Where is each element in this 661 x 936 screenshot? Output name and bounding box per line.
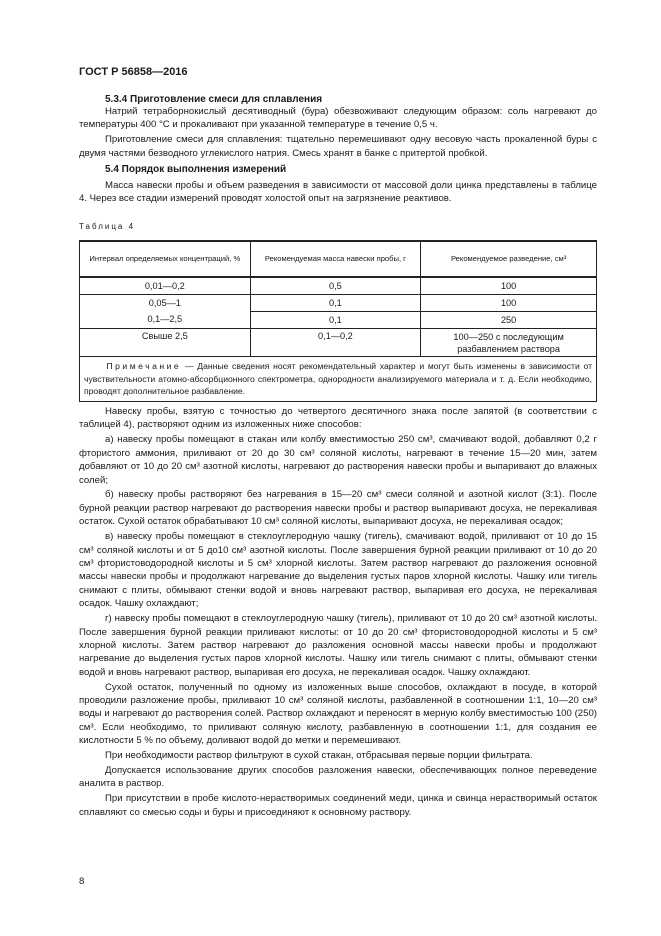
- table-header-row: [80, 241, 597, 277]
- paragraph: б) навеску пробы растворяют без нагревания в 15—20 см³ смеси соляной и азотной кислот (3:1). После бурной реакции раствор нагревают до растворения навески пробы и раствор выпаривают досуха, не перекаливая остаток. Сухой остаток обрабатывают 10 см³ соляной кислоты, выпаривают досуха, не перекаливая осадок;: [79, 489, 597, 528]
- table-cell: 0,1: [250, 295, 421, 312]
- paragraph: Натрий тетраборнокислый десятиводный (бура) обезвоживают следующим образом: соль нагревают до температуры 400 °С и прокаливают при указанной температуре в течение 0,5 ч.: [79, 106, 597, 131]
- page-number: 8: [79, 876, 85, 887]
- column-header: Рекомендуемая масса навески пробы, г: [250, 241, 421, 277]
- body-text: [79, 405, 597, 821]
- section-title: 5.3.4 Приготовление смеси для сплавления: [105, 94, 323, 105]
- paragraph: При необходимости раствор фильтруют в сухой стакан, отбрасывая первые порции фильтрата.: [105, 750, 533, 762]
- paragraph: При присутствии в пробе кислото-нерастворимых соединений меди, цинка и свинца нерастворимый остаток сплавляют со смесью соды и буры и присоединяют к основному раствору.: [79, 793, 597, 818]
- section-5-3-4: [79, 94, 597, 162]
- table-cell: 250: [421, 312, 597, 329]
- table-row: [80, 295, 597, 312]
- table-note: [80, 357, 597, 402]
- column-header: Интервал определяемых концентраций, %: [80, 241, 251, 277]
- table-row: [80, 329, 597, 357]
- table-cell: 0,1—2,5: [80, 312, 251, 329]
- paragraph: Приготовление смеси для сплавления: тщательно перемешивают одну весовую часть прокаленной буры с двумя частями безводного углекислого натрия. Смесь хранят в банке с притертой пробкой.: [79, 134, 597, 159]
- table-cell: 0,5: [250, 277, 421, 295]
- section-title: 5.4 Порядок выполнения измерений: [105, 164, 287, 175]
- paragraph: Сухой остаток, полученный по одному из изложенных выше способов, охлаждают в посуде, в которой проводили разложение пробы, приливают 10 см³ соляной кислоты, разбавленной в соотношении 1:1, 10—20 см³ воды и нагревают до растворения солей. Раствор охлаждают и переносят в мерную колбу вместимостью 100 (250) см³. Если необходимо, то приливают соляную кислоту, разбавленную в соотношении 1:1, для создания ее кислотности 5 % по объему, доливают водой до метки и перемешивают.: [79, 681, 597, 747]
- table-note-row: [80, 357, 597, 402]
- table-cell: 0,05—1: [80, 295, 251, 312]
- table-row: [80, 277, 597, 295]
- table-label: Таблица 4: [79, 222, 136, 231]
- paragraph: Масса навески пробы и объем разведения в зависимости от массовой доли цинка представлены в таблице 4. Через все стадии измерений проводят холостой опыт на загрязнение реактивов.: [79, 180, 597, 205]
- column-header: Рекомендуемое разведение, см³: [421, 241, 597, 277]
- section-5-4: [79, 164, 597, 206]
- paragraph: Допускается использование других способов разложения навески, обеспечивающих полное переведение аналита в раствор.: [79, 765, 597, 790]
- table-cell: 0,1—0,2: [250, 329, 421, 357]
- table-cell: 0,01—0,2: [80, 277, 251, 295]
- table-4: [79, 240, 597, 402]
- table-cell: Свыше 2,5: [80, 329, 251, 357]
- paragraph: а) навеску пробы помещают в стакан или колбу вместимостью 250 см³, смачивают водой, добавляют 0,2 г фтористого аммония, приливают от 20 до 30 см³ соляной кислоты, нагревают в течение 15—20 мин, затем добавляют от 10 до 20 см³ азотной кислоты, нагревают до растворения навески пробы и выпаривают до влажных солей;: [79, 434, 597, 486]
- note-text: — Данные сведения носят рекомендательный характер и могут быть изменены в зависимости от чувствительности атомно-абсорбционного спектрометра, однородности анализируемого материала и т. д. Если необходимо, проводят дополнительное разбавление.: [84, 361, 593, 396]
- paragraph: г) навеску пробы помещают в стеклоуглеродную чашку (тигель), приливают от 10 до 20 см³ азотной кислоты. После завершения бурной реакции приливают кислоты: от 10 до 20 см³ фтористоводородной кислоты и 5 см³ хлорной кислоты. Затем раствор нагревают до разложения основной массы навески пробы и продолжают нагревание до выделения густых паров хлорной кислоты. Чашку или тигель снимают с плиты, обмывают стенки водой и вновь нагревают раствор, выпаривая его досуха, не перекаливая осадок. Чашку охлаждают.: [79, 613, 597, 678]
- table-cell: 0,1: [250, 312, 421, 329]
- paragraph: Навеску пробы, взятую с точностью до четвертого десятичного знака после запятой (в соответствии с таблицей 4), растворяют одним из изложенных ниже способов:: [79, 406, 597, 431]
- table-cell: 100: [421, 277, 597, 295]
- note-label: Примечание: [106, 361, 182, 371]
- document-header: ГОСТ Р 56858—2016: [79, 66, 188, 78]
- table-cell: 100—250 с последующим разбавлением раствора: [421, 329, 597, 357]
- table-cell: 100: [421, 295, 597, 312]
- table-row: [80, 312, 597, 329]
- paragraph: в) навеску пробы помещают в стеклоуглеродную чашку (тигель), смачивают водой, приливают от 10 до 15 см³ соляной кислоты и от 5 до10 см³ азотной кислоты. После завершения бурной реакции приливают от 10 до 20 см³ фтористоводородной кислоты и 5 см³ хлорной кислоты. Затем раствор нагревают до разложения основной массы навески пробы и продолжают нагревание до выделения густых паров хлорной кислоты. Чашку или тигель снимают с плиты, обмывают стенки водой и вновь нагревают раствор, выпаривая его досуха, не перекаливая осадок. Чашку охлаждают;: [79, 531, 597, 610]
